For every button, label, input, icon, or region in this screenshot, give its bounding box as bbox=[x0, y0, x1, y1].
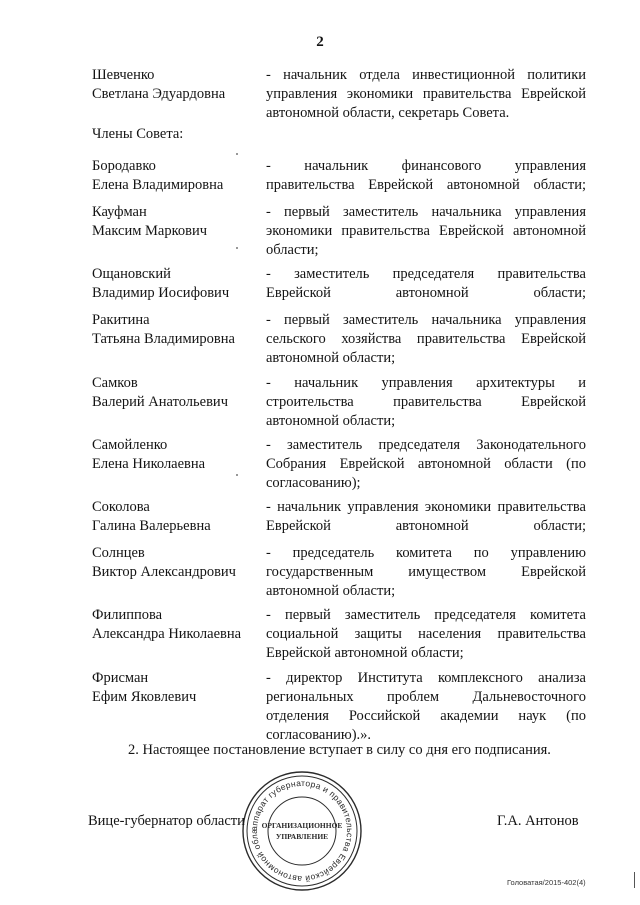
stamp-seal-icon bbox=[237, 766, 367, 896]
member-given-name: Виктор Александрович bbox=[92, 564, 236, 580]
member-role: - председатель комитета по управлению государственным имуществом Еврейской автономной области; bbox=[266, 545, 586, 599]
secretary-surname: Шевченко bbox=[92, 67, 155, 83]
member-role: - первый заместитель начальника управления экономики правительства Еврейской автономной области; bbox=[266, 204, 586, 258]
member-name bbox=[92, 606, 262, 644]
member-role: - начальник финансового управления правительства Еврейской автономной области; bbox=[266, 158, 586, 193]
member-surname: Ракитина bbox=[92, 312, 150, 328]
signatory-position: Вице-губернатор области bbox=[88, 813, 245, 829]
scan-speck bbox=[236, 153, 238, 155]
member-name bbox=[92, 157, 262, 195]
member-role: - начальник управления архитектуры и строительства правительства Еврейской автономной области; bbox=[266, 375, 586, 429]
effective-date-clause: 2. Настоящее постановление вступает в силу со дня его подписания. bbox=[128, 742, 551, 758]
member-surname: Соколова bbox=[92, 499, 150, 515]
scan-speck bbox=[236, 247, 238, 249]
member-name bbox=[92, 498, 262, 536]
member-name bbox=[92, 374, 262, 412]
member-given-name: Галина Валерьевна bbox=[92, 518, 211, 534]
member-surname: Кауфман bbox=[92, 204, 147, 220]
secretary-role: - начальник отдела инвестиционной политики управления экономики правительства Еврейской автономной области, секретарь Совета. bbox=[266, 67, 586, 121]
member-role: - начальник управления экономики правительства Еврейской автономной области; bbox=[266, 499, 586, 534]
member-surname: Филиппова bbox=[92, 607, 163, 623]
member-surname: Бородавко bbox=[92, 158, 156, 174]
member-given-name: Ефим Яковлевич bbox=[92, 689, 197, 705]
member-role: - директор Института комплексного анализа региональных проблем Дальневосточного отделения Российской академии наук (по согласованию).». bbox=[266, 670, 586, 743]
member-role: - заместитель председателя правительства Еврейской автономной области; bbox=[266, 266, 586, 301]
member-given-name: Максим Маркович bbox=[92, 223, 208, 239]
member-surname: Ощановский bbox=[92, 266, 171, 282]
member-name bbox=[92, 544, 262, 582]
member-role: - первый заместитель председателя комитета социальной защиты населения правительства Еврейской автономной области; bbox=[266, 607, 586, 661]
member-role: - заместитель председателя Законодательного Собрания Еврейской автономной области (по согласованию); bbox=[266, 437, 586, 491]
member-given-name: Елена Николаевна bbox=[92, 456, 206, 472]
member-name bbox=[92, 203, 262, 241]
margin-mark bbox=[634, 872, 635, 888]
member-given-name: Елена Владимировна bbox=[92, 177, 224, 193]
stamp-center-line1: ОРГАНИЗАЦИОННОЕ bbox=[261, 821, 343, 830]
member-role: - первый заместитель начальника управления сельского хозяйства правительства Еврейской автономной области; bbox=[266, 312, 586, 366]
member-name bbox=[92, 436, 262, 474]
member-surname: Солнцев bbox=[92, 545, 145, 561]
member-name bbox=[92, 669, 262, 707]
scan-speck bbox=[236, 474, 238, 476]
members-heading: Члены Совета: bbox=[92, 126, 184, 142]
member-given-name: Татьяна Владимировна bbox=[92, 331, 235, 347]
stamp-center-line2: УПРАВЛЕНИЕ bbox=[275, 832, 329, 841]
document-code: Головатая/2015-402(4) bbox=[507, 878, 586, 887]
member-surname: Фрисман bbox=[92, 670, 149, 686]
signatory-name: Г.А. Антонов bbox=[497, 813, 579, 829]
member-given-name: Александра Николаевна bbox=[92, 626, 242, 642]
member-name bbox=[92, 311, 262, 349]
member-surname: Самойленко bbox=[92, 437, 168, 453]
member-given-name: Владимир Иосифович bbox=[92, 285, 230, 301]
secretary-given-name: Светлана Эдуардовна bbox=[92, 86, 226, 102]
page-number: 2 bbox=[316, 34, 324, 50]
member-surname: Самков bbox=[92, 375, 138, 391]
secretary-name bbox=[92, 66, 262, 104]
member-name bbox=[92, 265, 262, 303]
official-stamp bbox=[237, 766, 367, 896]
stamp-ring-text: аппарат губернатора и правительства Еврейской автономной обла bbox=[248, 777, 356, 885]
member-given-name: Валерий Анатольевич bbox=[92, 394, 228, 410]
